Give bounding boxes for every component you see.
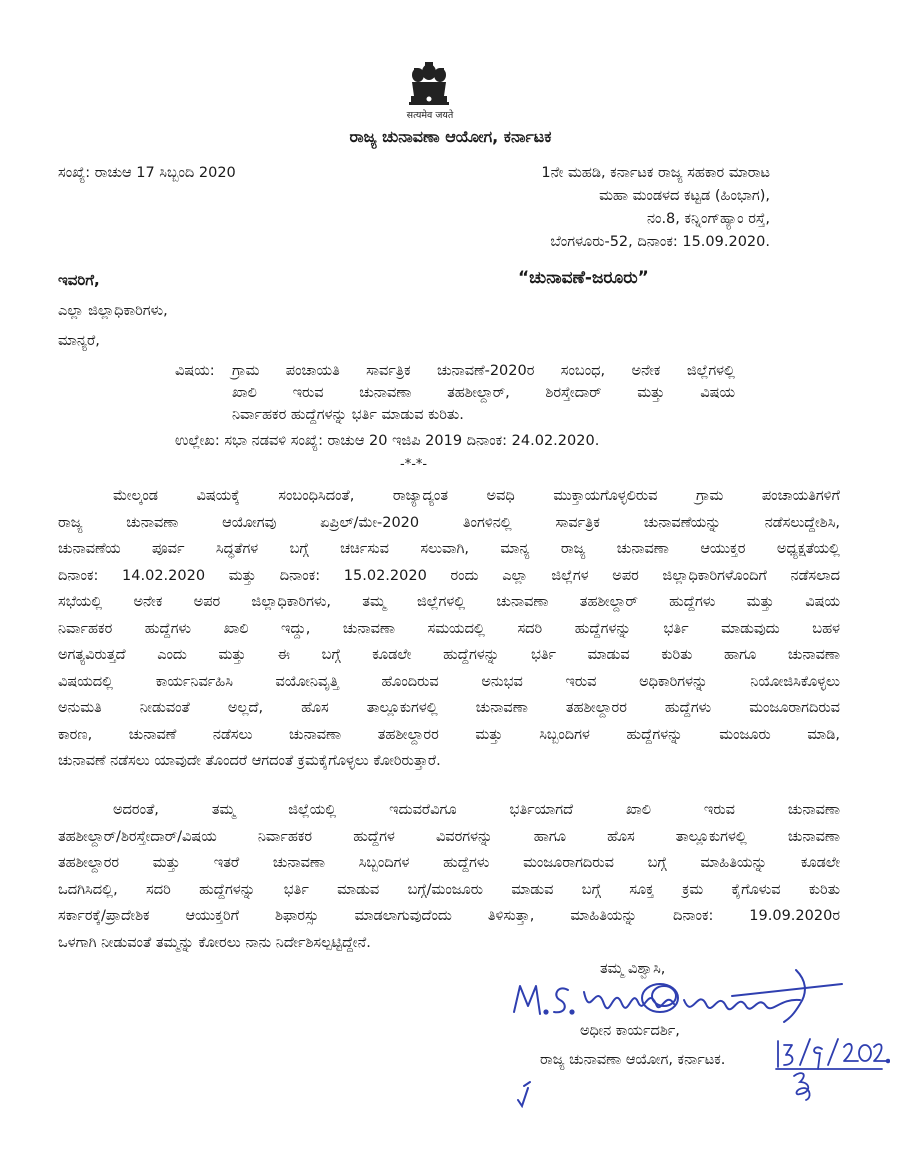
signatory-office: ರಾಜ್ಯ ಚುನಾವಣಾ ಆಯೋಗ, ಕರ್ನಾಟಕ.: [540, 1052, 726, 1068]
paragraph-line: ಚುನಾವಣೆ ನಡೆಸಲು ಯಾವುದೇ ತೊಂದರೆ ಆಗದಂತೆ ಕ್ರಮಕೈಗೊಳ್ಳಲು ಕೋರಿರುತ್ತಾರೆ.: [58, 753, 441, 769]
designation: ಅಧೀನ ಕಾರ್ಯದರ್ಶಿ,: [580, 1023, 680, 1039]
subject-line: ನಿರ್ವಾಹಕರ ಹುದ್ದೆಗಳನ್ನು ಭರ್ತಿ ಮಾಡುವ ಕುರಿತು.: [232, 407, 464, 423]
address-line: ಬೆಂಗಳೂರು-52, ದಿನಾಂಕ: 15.09.2020.: [550, 234, 770, 250]
paragraph-line: ಒಳಗಾಗಿ ನೀಡುವಂತೆ ತಮ್ಮನ್ನು ಕೋರಲು ನಾನು ನಿರ್ದೇಶಿಸಲ್ಪಟ್ಟಿದ್ದೇನೆ.: [58, 934, 371, 951]
subject-block: [175, 360, 735, 426]
paragraph-line: ಅದರಂತೆ, ತಮ್ಮ ಜಿಲ್ಲೆಯಲ್ಲಿ ಇದುವರೆವಿಗೂ ಭರ್ತಿಯಾಗದೆ ಖಾಲಿ ಇರುವ ಚುನಾವಣಾ: [113, 802, 840, 818]
handwritten-signature: [500, 960, 860, 1024]
paragraph-line: ಒದಗಿಸಿದಲ್ಲಿ, ಸದರಿ ಹುದ್ದೆಗಳನ್ನು ಭರ್ತಿ ಮಾಡುವ ಬಗ್ಗೆ/ಮಂಜೂರು ಮಾಡುವ ಬಗ್ಗೆ ಸೂಕ್ತ ಕ್ರಮ ಕೈಗೊಳುವ ಕುರಿತು: [58, 881, 840, 898]
paragraph-line: ನಿರ್ವಾಹಕರ ಹುದ್ದೆಗಳು ಖಾಲಿ ಇದ್ದು, ಚುನಾವಣಾ ಸಮಯದಲ್ಲಿ ಸದರಿ ಹುದ್ದೆಗಳನ್ನು ಭರ್ತಿ ಮಾಡುವುದು ಬಹಳ: [58, 620, 840, 637]
reference-number: ಸಂಖ್ಯೆ: ರಾಚುಆ 17 ಸಿಬ್ಬಂದಿ 2020: [58, 165, 236, 181]
paragraph-line: ಮೇಲ್ಕಂಡ ವಿಷಯಕ್ಕೆ ಸಂಬಂಧಿಸಿದಂತೆ, ರಾಜ್ಯಾದ್ಯಂತ ಅವಧಿ ಮುಕ್ತಾಯಗೊಳ್ಳಲಿರುವ ಗ್ರಾಮ ಪಂಚಾಯತಿಗಳಿಗೆ: [113, 488, 840, 504]
address-line: ಮಹಾ ಮಂಡಳದ ಕಟ್ಟಡ (ಹಿಂಭಾಗ),: [599, 188, 770, 204]
paragraph-line: ತಹಶೀಲ್ದಾರ್/ಶಿರಸ್ತೇದಾರ್/ವಿಷಯ ನಿರ್ವಾಹಕರ ಹುದ್ದೆಗಳ ವಿವರಗಳನ್ನು ಹಾಗೂ ಹೊಸ ತಾಲ್ಲೂಕುಗಳಲ್ಲಿ ಚುನಾವಣಾ: [58, 828, 840, 845]
subject-line: ಗ್ರಾಮ ಪಂಚಾಯತಿ ಸಾರ್ವತ್ರಿಕ ಚುನಾವಣೆ-2020ರ ಸಂಬಂಧ, ಅನೇಕ ಜಿಲ್ಲೆಗಳಲ್ಲಿ: [232, 363, 735, 379]
subject-label: ವಿಷಯ:: [175, 363, 215, 379]
initials-mark: [512, 1078, 542, 1108]
paragraph-line: ದಿನಾಂಕ: 14.02.2020 ಮತ್ತು ದಿನಾಂಕ: 15.02.2020 ರಂದು ಎಲ್ಲಾ ಜಿಲ್ಲೆಗಳ ಅಪರ ಜಿಲ್ಲಾಧಿಕಾರಿಗಳೊಂದಿಗೆ ನಡೆಸಲಾದ: [58, 567, 840, 584]
paragraph-line: ಕಾರಣ, ಚುನಾವಣೆ ನಡೆಸಲು ಚುನಾವಣಾ ತಹಶೀಲ್ದಾರರ ಮತ್ತು ಸಿಬ್ಬಂದಿಗಳ ಹುದ್ದೆಗಳನ್ನು ಮಂಜೂರು ಮಾಡಿ,: [58, 726, 840, 743]
subject-line: ಖಾಲಿ ಇರುವ ಚುನಾವಣಾ ತಹಶೀಲ್ದಾರ್, ಶಿರಸ್ತೇದಾರ್ ಮತ್ತು ವಿಷಯ: [232, 385, 735, 401]
closing-yours: ತಮ್ಮ ವಿಶ್ವಾಸಿ,: [600, 961, 666, 977]
address-line: ನಂ.8, ಕನ್ನಿಂಗ್‌ಹ್ಯಾಂ ರಸ್ತೆ,: [646, 211, 770, 227]
paragraph-line: ಸಭೆಯಲ್ಲಿ ಅನೇಕ ಅಪರ ಜಿಲ್ಲಾಧಿಕಾರಿಗಳು, ತಮ್ಮ ಜಿಲ್ಲೆಗಳಲ್ಲಿ ಚುನಾವಣಾ ತಹಶೀಲ್ದಾರ್ ಹುದ್ದೆಗಳು ಮತ್ತು ವಿಷಯ: [58, 594, 840, 610]
body-paragraph-2: [58, 797, 840, 956]
paragraph-line: ರಾಜ್ಯ ಚುನಾವಣಾ ಆಯೋಗವು ಏಪ್ರಿಲ್/ಮೇ-2020 ತಿಂಗಳಿನಲ್ಲಿ ಸಾರ್ವತ್ರಿಕ ಚುನಾವಣೆಯನ್ನು ನಡೆಸಲುದ್ದೇಶಿಸಿ,: [58, 514, 840, 531]
addressee-heading: ಇವರಿಗೆ,: [58, 271, 100, 289]
paragraph-line: ತಹಶೀಲ್ದಾರರ ಮತ್ತು ಇತರೆ ಚುನಾವಣಾ ಸಿಬ್ಬಂದಿಗಳ ಹುದ್ದೆಗಳು ಮಂಜೂರಾಗದಿರುವ ಬಗ್ಗೆ ಮಾಹಿತಿಯನ್ನು ಕೂಡಲೇ: [58, 855, 840, 871]
initials-mark: [788, 1068, 818, 1102]
addressee: ಎಲ್ಲಾ ಜಿಲ್ಲಾಧಿಕಾರಿಗಳು,: [58, 303, 168, 319]
body-paragraph-1: [58, 483, 840, 775]
paragraph-line: ವಿಷಯದಲ್ಲಿ ಕಾರ್ಯನಿರ್ವಹಿಸಿ ವಯೋನಿವೃತ್ತಿ ಹೊಂದಿರುವ ಅನುಭವ ಇರುವ ಅಧಿಕಾರಿಗಳನ್ನು ನಿಯೋಜಿಸಿಕೊಳ್ಳಲು: [58, 673, 840, 690]
address-line: 1ನೇ ಮಹಡಿ, ಕರ್ನಾಟಕ ರಾಜ್ಯ ಸಹಕಾರ ಮಾರಾಟ: [541, 165, 770, 181]
separator: -*-*-: [400, 457, 428, 472]
paragraph-line: ಚುನಾವಣೆಯ ಪೂರ್ವ ಸಿದ್ಧತೆಗಳ ಬಗ್ಗೆ ಚರ್ಚಿಸುವ ಸಲುವಾಗಿ, ಮಾನ್ಯ ರಾಜ್ಯ ಚುನಾವಣಾ ಆಯುಕ್ತರ ಅಧ್ಯಕ್ಷತೆಯಲ್ಲಿ: [58, 541, 840, 557]
office-title: ರಾಜ್ಯ ಚುನಾವಣಾ ಆಯೋಗ, ಕರ್ನಾಟಕ: [349, 127, 552, 146]
office-address: [480, 162, 770, 254]
salutation: ಮಾನ್ಯರೆ,: [58, 333, 100, 349]
paragraph-line: ಅಗತ್ಯವಿರುತ್ತದೆ ಎಂದು ಮತ್ತು ಈ ಬಗ್ಗೆ ಕೂಡಲೇ ಹುದ್ದೆಗಳನ್ನು ಭರ್ತಿ ಮಾಡುವ ಕುರಿತು ಹಾಗೂ ಚುನಾವಣಾ: [58, 647, 840, 663]
reference-line: ಉಲ್ಲೇಖ: ಸಭಾ ನಡವಳಿ ಸಂಖ್ಯೆ: ರಾಚುಆ 20 ಇಜಿಪಿ 2019 ದಿನಾಂಕ: 24.02.2020.: [175, 433, 600, 449]
paragraph-line: ಸರ್ಕಾರಕ್ಕೆ/ಪ್ರಾದೇಶಿಕ ಆಯುಕ್ತರಿಗೆ ಶಿಫಾರಸ್ಸು ಮಾಡಲಾಗುವುದೆಂದು ತಿಳಿಸುತ್ತಾ, ಮಾಹಿತಿಯನ್ನು ದಿನಾಂಕ: 19.09.2020ರ: [58, 908, 840, 924]
paragraph-line: ಅನುಮತಿ ನೀಡುವಂತೆ ಅಲ್ಲದೆ, ಹೊಸ ತಾಲ್ಲೂಕುಗಳಲ್ಲಿ ಚುನಾವಣಾ ತಹಶೀಲ್ದಾರರ ಹುದ್ದೆಗಳು ಮಂಜೂರಾಗದಿರುವ: [58, 700, 840, 716]
urgent-label: “ಚುನಾವಣೆ-ಜರೂರು”: [518, 268, 649, 288]
emblem-motto: सत्यमेव जयते: [406, 110, 454, 121]
